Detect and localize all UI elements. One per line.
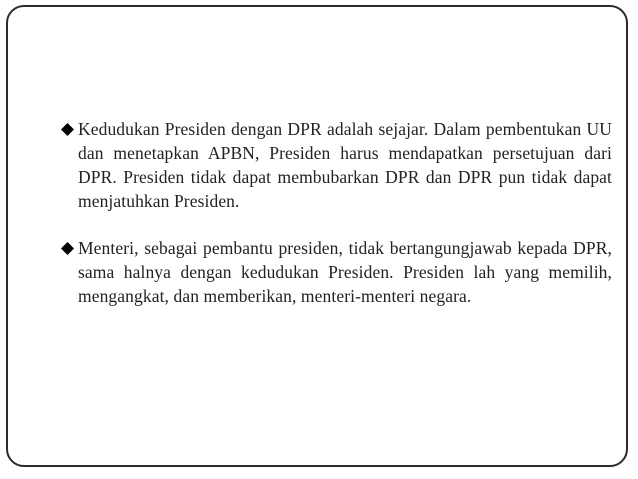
slide-frame — [6, 5, 628, 467]
bullet-item — [78, 117, 612, 213]
slide-content — [78, 117, 612, 331]
bullet-diamond-icon — [61, 123, 74, 136]
bullet-text: Menteri, sebagai pembantu presiden, tidak bertangungjawab kepada DPR, sama halnya dengan kedudukan Presiden. Presiden lah yang memilih, mengangkat, dan memberikan, menteri-menteri negara. — [78, 238, 612, 306]
bullet-text: Kedudukan Presiden dengan DPR adalah sejajar. Dalam pembentukan UU dan menetapkan APBN, Presiden harus mendapatkan persetujuan dari DPR. Presiden tidak dapat membubarkan DPR dan DPR pun tidak dapat menjatuhkan Presiden. — [78, 119, 612, 211]
bullet-diamond-icon — [61, 242, 74, 255]
bullet-item — [78, 236, 612, 308]
